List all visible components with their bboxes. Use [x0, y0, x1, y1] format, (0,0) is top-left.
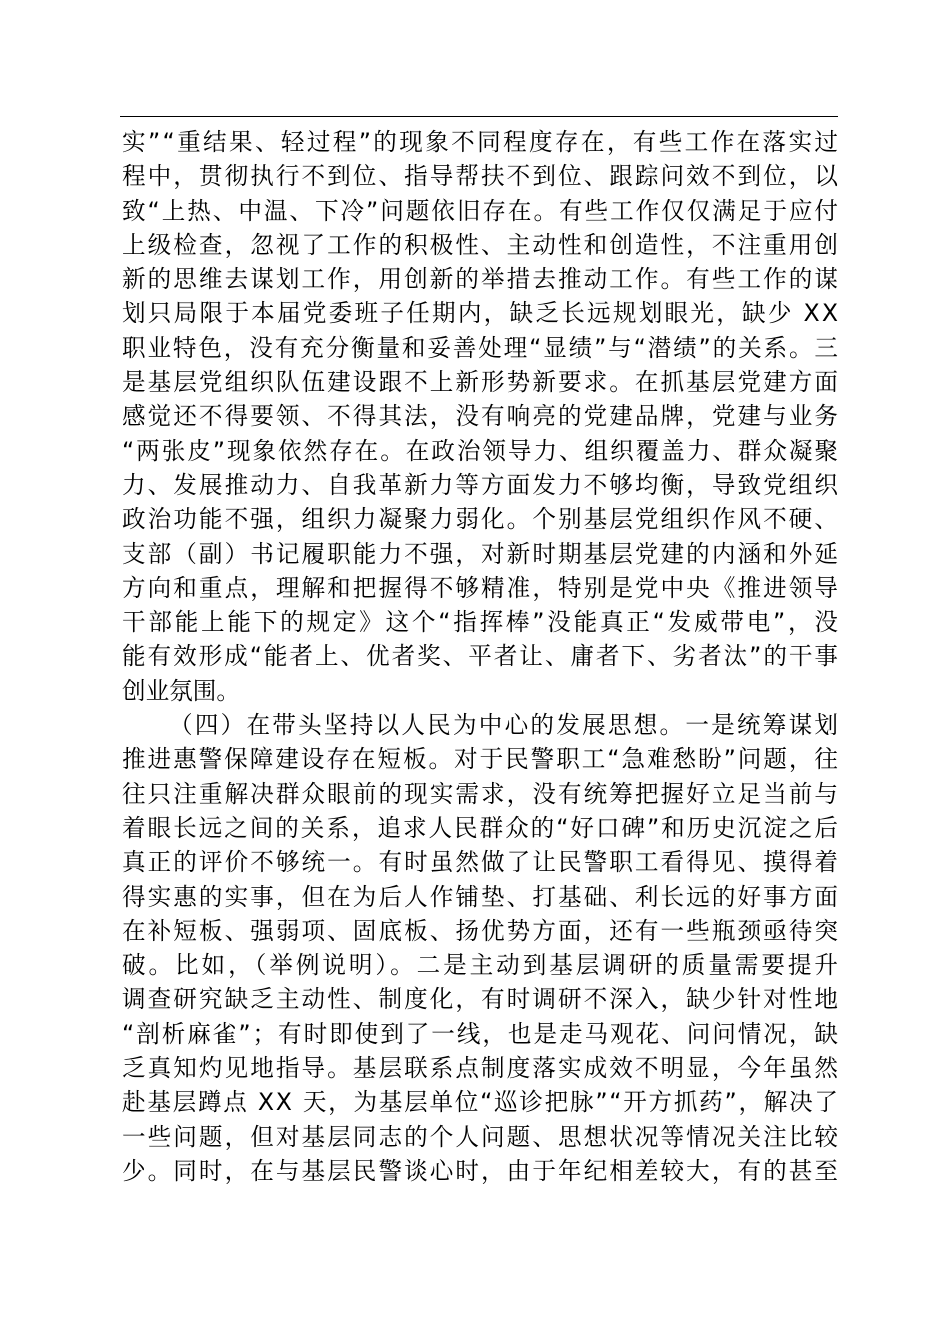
- text-line: 政治功能不强，组织力凝聚力弱化。个别基层党组织作风不硬、: [122, 505, 841, 534]
- text-line: 少。同时，在与基层民警谈心时，由于年纪相差较大，有的甚至: [122, 1156, 841, 1185]
- text-line: 上级检查，忽视了工作的积极性、主动性和创造性，不注重用创: [122, 230, 841, 259]
- text-line: 着眼长远之间的关系，追求人民群众的“好口碑”和历史沉淀之后: [122, 813, 840, 842]
- text-line: 职业特色，没有充分衡量和妥善处理“显绩”与“潜绩”的关系。三: [122, 333, 840, 362]
- text-line: “剖析麻雀”；有时即使到了一线，也是走马观花、问问情况，缺: [122, 1019, 840, 1048]
- text-line: 实”“重结果、轻过程”的现象不同程度存在，有些工作在落实过: [122, 128, 841, 156]
- text-line: 破。比如，（举例说明）。二是主动到基层调研的质量需要提升: [122, 951, 841, 980]
- text-line: 在补短板、强弱项、固底板、扬优势方面，还有一些瓶颈亟待突: [122, 916, 841, 945]
- text-line: 程中，贯彻执行不到位、指导帮扶不到位、跟踪问效不到位，以: [122, 162, 841, 191]
- section-heading-line: （四）在带头坚持以人民为中心的发展思想。一是统筹谋划: [169, 711, 841, 740]
- text-line: 支部（副）书记履职能力不强，对新时期基层党建的内涵和外延: [122, 539, 841, 568]
- text-line: 得实惠的实事，但在为后人作铺垫、打基础、利长远的好事方面: [122, 882, 841, 911]
- text-line: 方向和重点，理解和把握得不够精准，特别是党中央《推进领导: [122, 573, 841, 602]
- text-line: 赴基层蹲点 XX 天，为基层单位“巡诊把脉”“开方抓药”，解决了: [122, 1088, 840, 1117]
- text-line: 推进惠警保障建设存在短板。对于民警职工“急难愁盼”问题，往: [122, 745, 840, 774]
- text-line: 感觉还不得要领、不得其法，没有响亮的党建品牌，党建与业务: [122, 402, 841, 431]
- body-text: [122, 125, 841, 1188]
- text-line: 划只局限于本届党委班子任期内，缺乏长远规划眼光，缺少 XX: [122, 299, 841, 328]
- text-line: 一些问题，但对基层同志的个人问题、思想状况等情况关注比较: [122, 1122, 841, 1151]
- text-line: 能有效形成“能者上、优者奖、平者让、庸者下、劣者汰”的干事: [122, 642, 840, 671]
- text-line: 往只注重解决群众眼前的现实需求，没有统筹把握好立足当前与: [122, 779, 841, 808]
- text-line: 新的思维去谋划工作，用创新的举措去推动工作。有些工作的谋: [122, 265, 841, 294]
- header-rule: [120, 116, 838, 117]
- text-line: 真正的评价不够统一。有时虽然做了让民警职工看得见、摸得着: [122, 848, 841, 877]
- text-line: “两张皮”现象依然存在。在政治领导力、组织覆盖力、群众凝聚: [122, 436, 840, 465]
- text-line: 调查研究缺乏主动性、制度化，有时调研不深入，缺少针对性地: [122, 985, 841, 1014]
- text-line: 干部能上能下的规定》这个“指挥棒”没能真正“发威带电”，没: [122, 608, 841, 637]
- text-line: 力、发展推动力、自我革新力等方面发力不够均衡，导致党组织: [122, 470, 841, 499]
- text-line: 致“上热、中温、下冷”问题依旧存在。有些工作仅仅满足于应付: [122, 196, 840, 225]
- text-line: 创业氛围。: [122, 676, 240, 705]
- text-line: 乏真知灼见地指导。基层联系点制度落实成效不明显，今年虽然: [122, 1054, 841, 1083]
- text-line: 是基层党组织队伍建设跟不上新形势新要求。在抓基层党建方面: [122, 368, 841, 397]
